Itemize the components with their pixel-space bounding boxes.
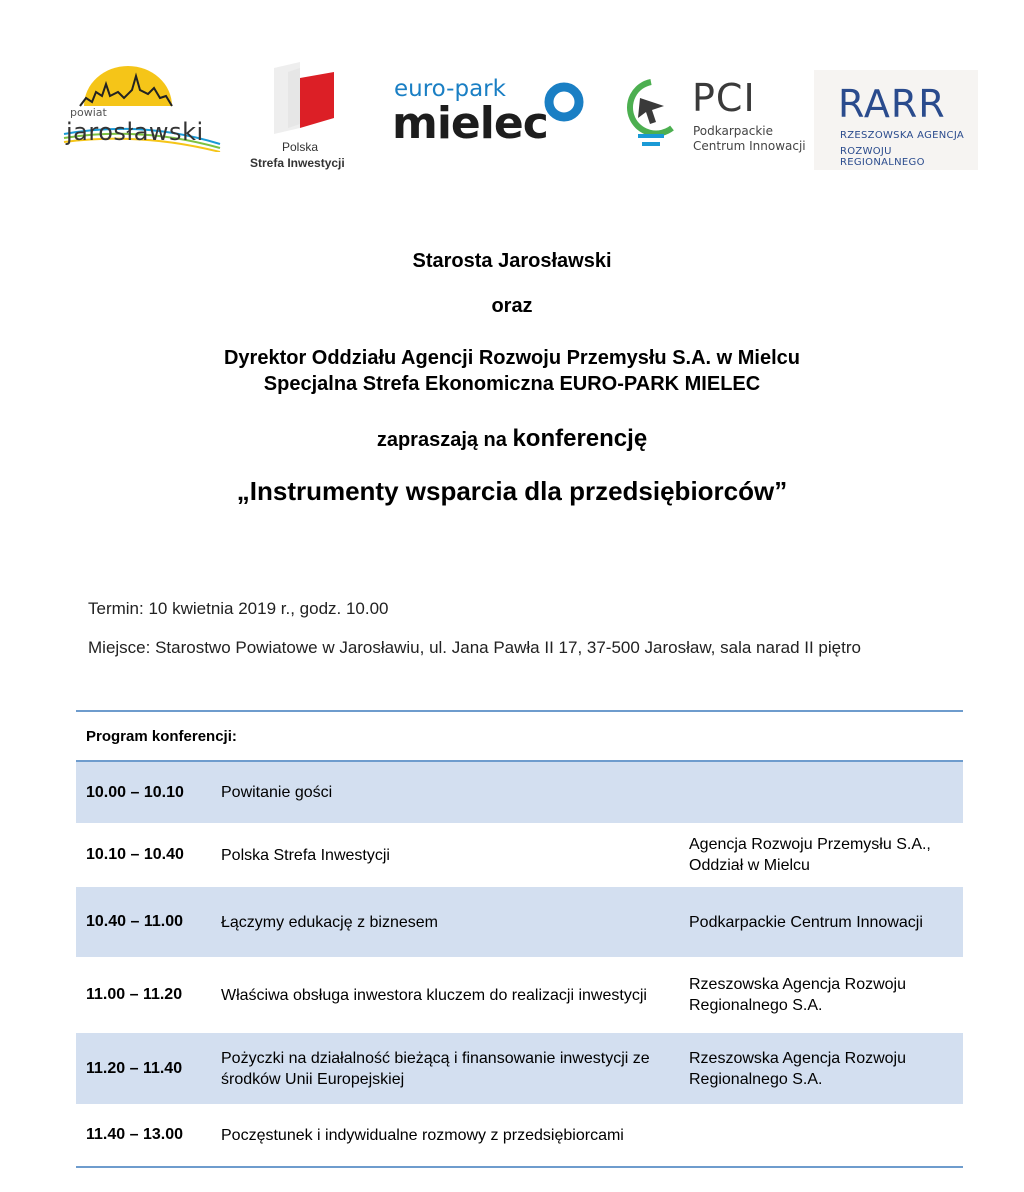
europark-logo-line1: euro-park: [394, 76, 506, 102]
logo-strip: [0, 0, 1024, 200]
table-row: [76, 887, 963, 957]
jaroslawski-logo-small-text: powiat: [70, 106, 107, 119]
organizer-dyrektor-line1: Dyrektor Oddziału Agencji Rozwoju Przemysłu S.A. w Mielcu: [223, 347, 801, 369]
table-row: [76, 957, 963, 1033]
pci-logo: [618, 76, 808, 160]
table-row: [76, 823, 963, 887]
row-organization: Podkarpackie Centrum Innowacji: [689, 913, 923, 931]
psi-logo-line1: Polska: [282, 140, 319, 154]
organizer-conjunction: oraz: [491, 295, 533, 317]
invitation-word: konferencję: [512, 425, 648, 452]
row-topic: Właściwa obsługa inwestora kluczem do realizacji inwestycji: [221, 986, 647, 1004]
row-topic: Pożyczki na działalność bieżącą i finansowanie inwestycji ze środków Unii Europejskiej: [221, 1049, 650, 1088]
organizer-dyrektor-line2: Specjalna Strefa Ekonomiczna EURO-PARK MIELEC: [263, 373, 761, 395]
row-organization: Rzeszowska Agencja Rozwoju Regionalnego S.A.: [689, 1049, 906, 1088]
conference-title: „Instrumenty wsparcia dla przedsiębiorców”: [236, 476, 788, 506]
europark-logo-line2: mielec: [392, 98, 548, 149]
psi-flag-icon: [248, 62, 358, 136]
powiat-jaroslawski-logo: [62, 62, 222, 152]
rarr-logo-sub2: ROZWOJU REGIONALNEGO: [840, 146, 925, 168]
row-time: 11.40 – 13.00: [86, 1126, 183, 1143]
table-row: [76, 762, 963, 823]
row-organization: Agencja Rozwoju Przemysłu S.A., Oddział w Mielcu: [689, 836, 931, 874]
organizer-starosta: Starosta Jarosławski: [412, 250, 612, 272]
program-table: [76, 710, 963, 1168]
euro-park-mielec-logo: [392, 76, 592, 154]
invitation-prefix: zapraszają na: [376, 429, 513, 451]
event-date: Termin: 10 kwietnia 2019 r., godz. 10.00: [88, 599, 389, 618]
row-time: 10.40 – 11.00: [86, 913, 183, 930]
row-organization: Rzeszowska Agencja Rozwoju Regionalnego S.A.: [689, 976, 906, 1014]
row-time: 11.20 – 11.40: [86, 1059, 183, 1077]
invitation-line: [0, 425, 1024, 453]
row-topic: Polska Strefa Inwestycji: [221, 846, 390, 864]
pci-bulb-icon: [618, 76, 684, 156]
polska-strefa-inwestycji-logo: [248, 62, 358, 174]
europark-ring-icon: [542, 80, 586, 124]
row-time: 10.00 – 10.10: [86, 783, 184, 801]
rarr-logo-sub1: RZESZOWSKA AGENCJA: [840, 130, 965, 141]
row-time: 10.10 – 10.40: [86, 846, 184, 863]
rarr-logo: [814, 70, 978, 170]
pci-logo-sub1: Podkarpackie: [693, 124, 774, 138]
table-row: [76, 1104, 963, 1166]
row-topic: Łączymy edukację z biznesem: [221, 913, 438, 931]
jaroslawski-logo-big-text: jarosławski: [66, 118, 204, 146]
program-header: Program konferencji:: [76, 712, 963, 762]
pci-logo-sub2: Centrum Innowacji: [693, 139, 806, 153]
pci-logo-big-text: PCI: [692, 76, 756, 120]
row-topic: Poczęstunek i indywidualne rozmowy z przedsiębiorcami: [221, 1126, 624, 1144]
row-time: 11.00 – 11.20: [86, 986, 183, 1003]
table-row: [76, 1033, 963, 1104]
row-topic: Powitanie gości: [221, 784, 333, 801]
event-location: Miejsce: Starostwo Powiatowe w Jarosławiu, ul. Jana Pawła II 17, 37-500 Jarosław, sala narad II piętro: [88, 638, 861, 657]
rarr-logo-big-text: RARR: [838, 82, 946, 126]
psi-logo-line2: Strefa Inwestycji: [250, 156, 345, 170]
